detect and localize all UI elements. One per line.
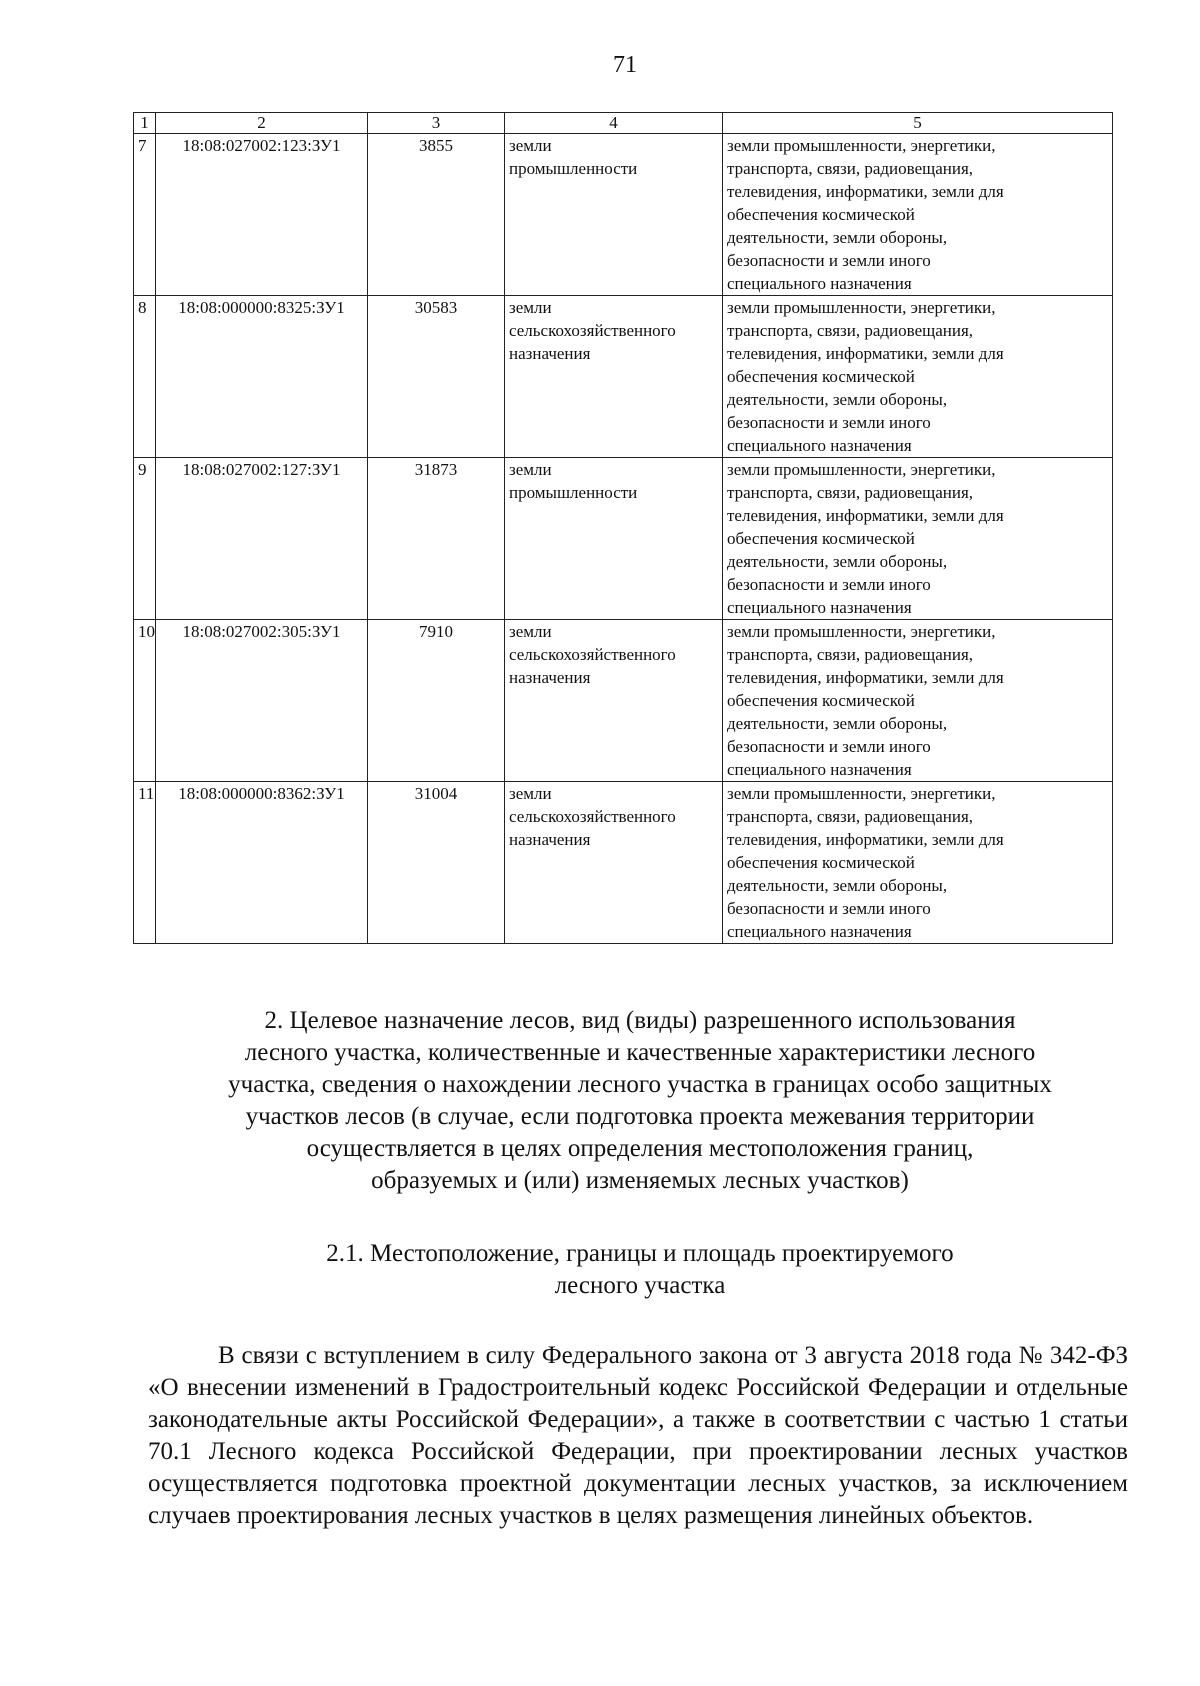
table-row <box>134 296 1113 458</box>
table-row <box>134 782 1113 944</box>
cadastral-number: 18:08:000000:8362:ЗУ1 <box>156 782 368 944</box>
land-category <box>505 134 723 296</box>
use-line: специального назначения <box>727 274 912 293</box>
land-category <box>505 296 723 458</box>
use-line: безопасности и земли иного <box>727 413 931 432</box>
category-line: земли <box>509 622 552 641</box>
category-line: земли <box>509 136 552 155</box>
use-line: деятельности, земли обороны, <box>727 552 948 571</box>
category-line: назначения <box>509 830 591 849</box>
use-line: обеспечения космической <box>727 853 915 872</box>
use-line: специального назначения <box>727 760 912 779</box>
use-line: безопасности и земли иного <box>727 575 931 594</box>
use-line: земли промышленности, энергетики, <box>727 460 996 479</box>
use-line: земли промышленности, энергетики, <box>727 784 996 803</box>
use-line: специального назначения <box>727 598 912 617</box>
use-line: безопасности и земли иного <box>727 251 931 270</box>
use-line: деятельности, земли обороны, <box>727 714 948 733</box>
category-line: назначения <box>509 344 591 363</box>
heading-line: 2.1. Местоположение, границы и площадь проектируемого <box>326 1240 954 1267</box>
page-number: 71 <box>613 52 637 78</box>
section-2-1-heading <box>150 1238 1130 1302</box>
row-number: 9 <box>134 458 156 620</box>
row-number: 8 <box>134 296 156 458</box>
use-line: специального назначения <box>727 922 912 941</box>
use-line: деятельности, земли обороны, <box>727 876 948 895</box>
cadastral-number: 18:08:027002:305:ЗУ1 <box>156 620 368 782</box>
use-line: телевидения, информатики, земли для <box>727 506 1004 525</box>
body-paragraph: В связи с вступлением в силу Федерального закона от 3 августа 2018 года № 342-ФЗ «О внесении изменений в Градостроительный кодекс Российской Федерации и отдельные законодательные акты Российской Федерации», а также в соответствии с частью 1 статьи 70.1 Лесного кодекса Российской Федерации, при проектировании лесных участков осуществляется подготовка проектной документации лесных участков, за исключением случаев проектирования лесных участков в целях размещения линейных объектов. <box>148 1342 1128 1529</box>
use-line: телевидения, информатики, земли для <box>727 344 1004 363</box>
cadastral-number: 18:08:027002:123:ЗУ1 <box>156 134 368 296</box>
land-category <box>505 782 723 944</box>
category-line: земли <box>509 784 552 803</box>
use-line: транспорта, связи, радиовещания, <box>727 645 974 664</box>
category-line: земли <box>509 298 552 317</box>
land-category <box>505 620 723 782</box>
header-col-3: 3 <box>368 113 505 134</box>
table-row <box>134 458 1113 620</box>
use-line: транспорта, связи, радиовещания, <box>727 807 974 826</box>
use-line: деятельности, земли обороны, <box>727 390 948 409</box>
header-col-1: 1 <box>134 113 156 134</box>
header-col-4: 4 <box>505 113 723 134</box>
land-category <box>505 458 723 620</box>
area-value: 31004 <box>368 782 505 944</box>
area-value: 31873 <box>368 458 505 620</box>
header-col-5: 5 <box>723 113 1113 134</box>
header-col-2: 2 <box>156 113 368 134</box>
row-number: 11 <box>134 782 156 944</box>
table-row <box>134 620 1113 782</box>
heading-line: образуемых и (или) изменяемых лесных участков) <box>371 1167 909 1194</box>
permitted-use <box>723 134 1113 296</box>
use-line: транспорта, связи, радиовещания, <box>727 159 974 178</box>
cadastral-number: 18:08:000000:8325:ЗУ1 <box>156 296 368 458</box>
use-line: обеспечения космической <box>727 205 915 224</box>
permitted-use <box>723 782 1113 944</box>
permitted-use <box>723 458 1113 620</box>
category-line: промышленности <box>509 159 638 178</box>
table-header-row <box>134 113 1113 134</box>
use-line: специального назначения <box>727 436 912 455</box>
use-line: земли промышленности, энергетики, <box>727 136 996 155</box>
heading-line: участков лесов (в случае, если подготовка проекта межевания территории <box>245 1103 1035 1130</box>
table-row <box>134 134 1113 296</box>
use-line: безопасности и земли иного <box>727 899 931 918</box>
cadastral-number: 18:08:027002:127:ЗУ1 <box>156 458 368 620</box>
heading-line: лесного участка <box>554 1272 726 1299</box>
use-line: телевидения, информатики, земли для <box>727 182 1004 201</box>
use-line: телевидения, информатики, земли для <box>727 668 1004 687</box>
permitted-use <box>723 620 1113 782</box>
use-line: безопасности и земли иного <box>727 737 931 756</box>
land-parcel-table <box>133 112 1113 944</box>
category-line: промышленности <box>509 483 638 502</box>
heading-line: осуществляется в целях определения местоположения границ, <box>306 1135 974 1162</box>
row-number: 7 <box>134 134 156 296</box>
use-line: обеспечения космической <box>727 529 915 548</box>
area-value: 3855 <box>368 134 505 296</box>
heading-line: лесного участка, количественные и качественные характеристики лесного <box>244 1039 1036 1066</box>
use-line: обеспечения космической <box>727 691 915 710</box>
permitted-use <box>723 296 1113 458</box>
category-line: сельскохозяйственного <box>509 645 676 664</box>
use-line: транспорта, связи, радиовещания, <box>727 321 974 340</box>
use-line: обеспечения космической <box>727 367 915 386</box>
use-line: деятельности, земли обороны, <box>727 228 948 247</box>
area-value: 30583 <box>368 296 505 458</box>
use-line: телевидения, информатики, земли для <box>727 830 1004 849</box>
use-line: земли промышленности, энергетики, <box>727 298 996 317</box>
category-line: назначения <box>509 668 591 687</box>
row-number: 10 <box>134 620 156 782</box>
category-line: сельскохозяйственного <box>509 321 676 340</box>
section-2-heading <box>150 1005 1130 1197</box>
heading-line: 2. Целевое назначение лесов, вид (виды) разрешенного использования <box>264 1007 1016 1034</box>
use-line: земли промышленности, энергетики, <box>727 622 996 641</box>
use-line: транспорта, связи, радиовещания, <box>727 483 974 502</box>
category-line: сельскохозяйственного <box>509 807 676 826</box>
category-line: земли <box>509 460 552 479</box>
area-value: 7910 <box>368 620 505 782</box>
heading-line: участка, сведения о нахождении лесного участка в границах особо защитных <box>228 1071 1052 1098</box>
